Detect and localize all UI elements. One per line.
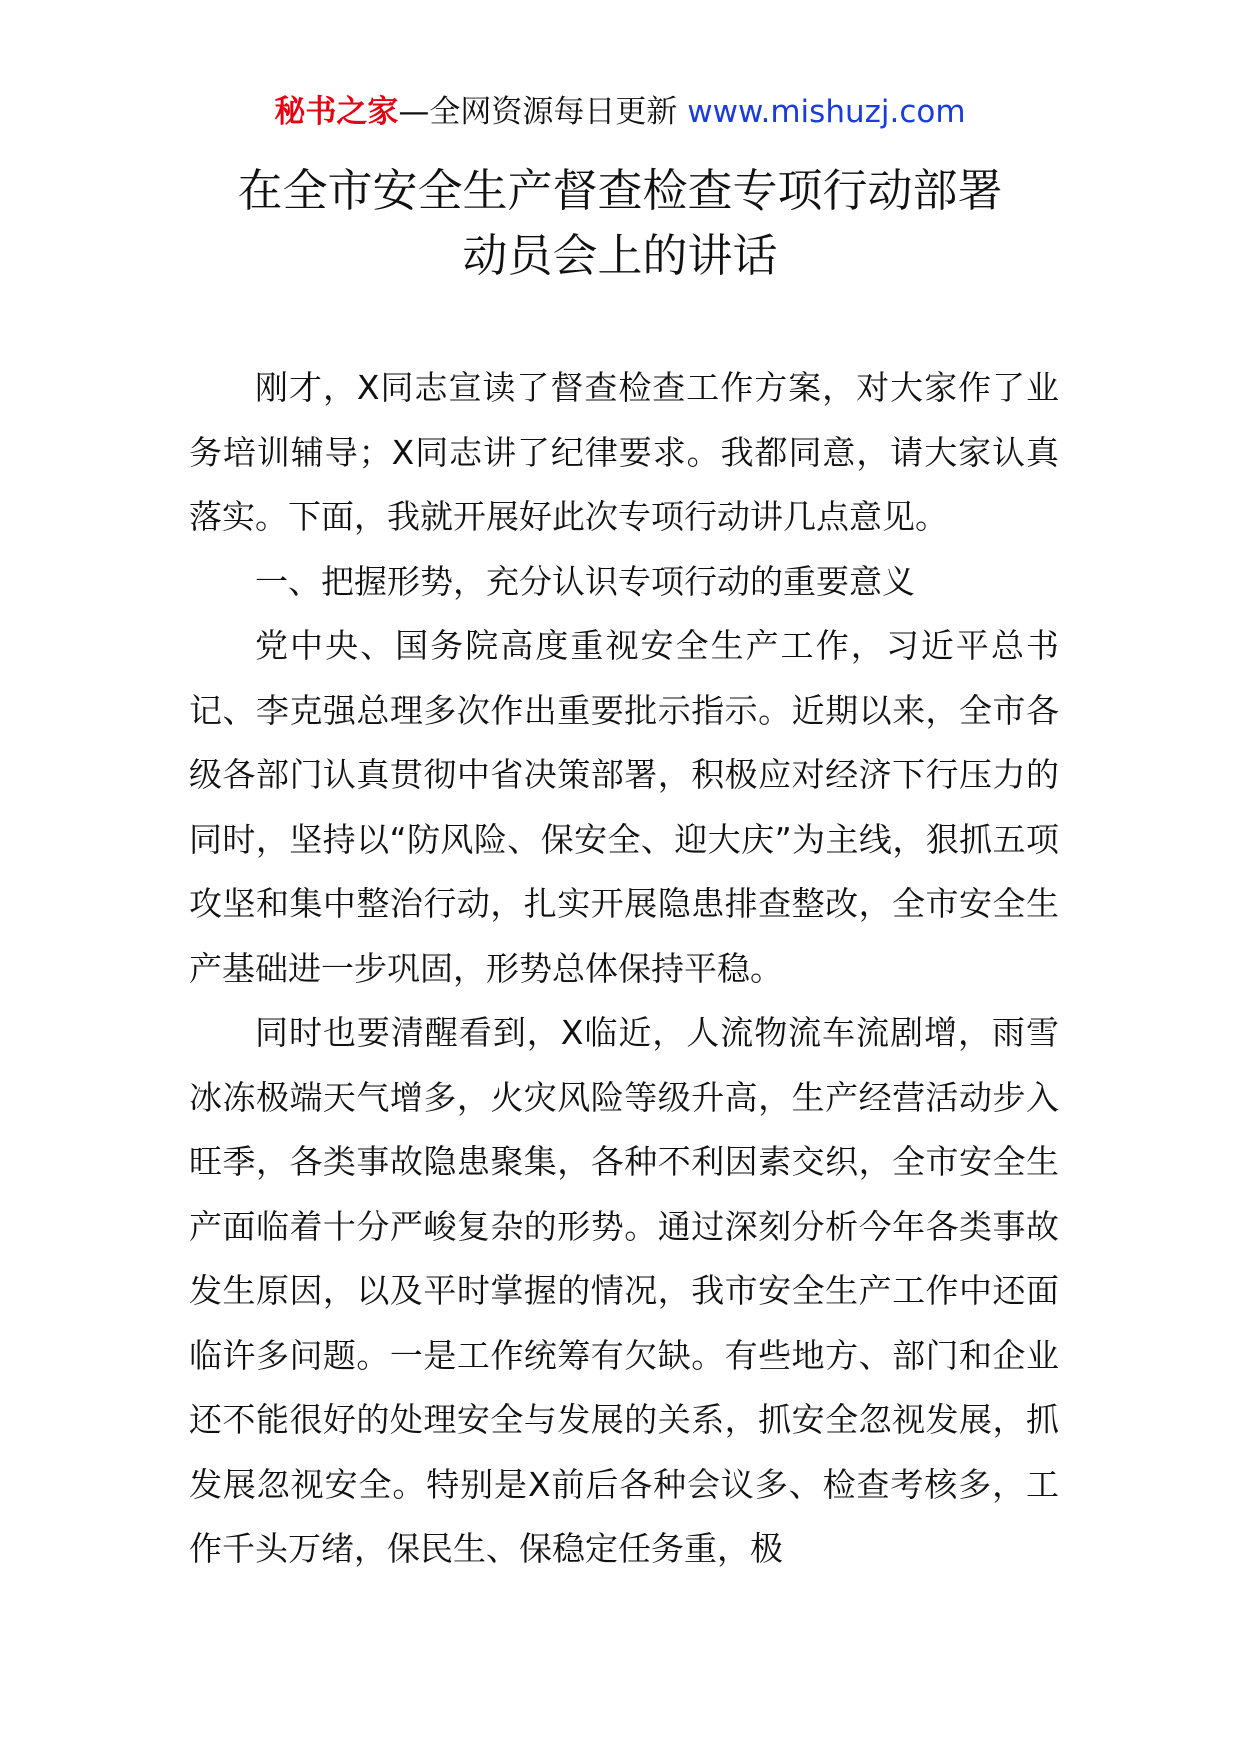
header-tagline: —全网资源每日更新 — [398, 94, 678, 130]
site-url-link[interactable]: www.mishuzj.com — [687, 94, 966, 130]
title-line-2: 动员会上的讲话 — [462, 229, 778, 282]
paragraph-challenges: 同时也要清醒看到，X临近，人流物流车流剧增，雨雪冰冻极端天气增多，火灾风险等级升高，生产经营活动步入旺季，各类事故隐患聚集，各种不利因素交织，全市安全生产面临着十分严峻复杂的形势。通过深刻分析今年各类事故发生原因，以及平时掌握的情况，我市安全生产工作中还面临许多问题。一是工作统筹有欠缺。有些地方、部门和企业还不能很好的处理安全与发展的关系，抓安全忽视发展，抓发展忽视安全。特别是X前后各种会议多、检查考核多，工作千头万绪，保民生、保稳定任务重，极 — [189, 1013, 1059, 1568]
brand-name: 秘书之家 — [274, 94, 399, 130]
site-header — [0, 92, 1240, 132]
paragraph-intro: 刚才，X同志宣读了督查检查工作方案，对大家作了业务培训辅导；X同志讲了纪律要求。我都同意，请大家认真落实。下面，我就开展好此次专项行动讲几点意见。 — [189, 368, 1059, 536]
title-line-1: 在全市安全生产督查检查专项行动部署 — [237, 164, 1003, 217]
paragraph-situation: 党中央、国务院高度重视安全生产工作，习近平总书记、李克强总理多次作出重要批示指示。近期以来，全市各级各部门认真贯彻中省决策部署，积极应对经济下行压力的同时，坚持以“防风险、保安全、迎大庆”为主线，狠抓五项攻坚和集中整治行动，扎实开展隐患排查整改，全市安全生产基础进一步巩固，形势总体保持平稳。 — [189, 626, 1059, 988]
document-body — [189, 356, 1059, 1582]
section-heading-1: 一、把握形势，充分认识专项行动的重要意义 — [255, 561, 915, 601]
document-title — [0, 158, 1240, 288]
